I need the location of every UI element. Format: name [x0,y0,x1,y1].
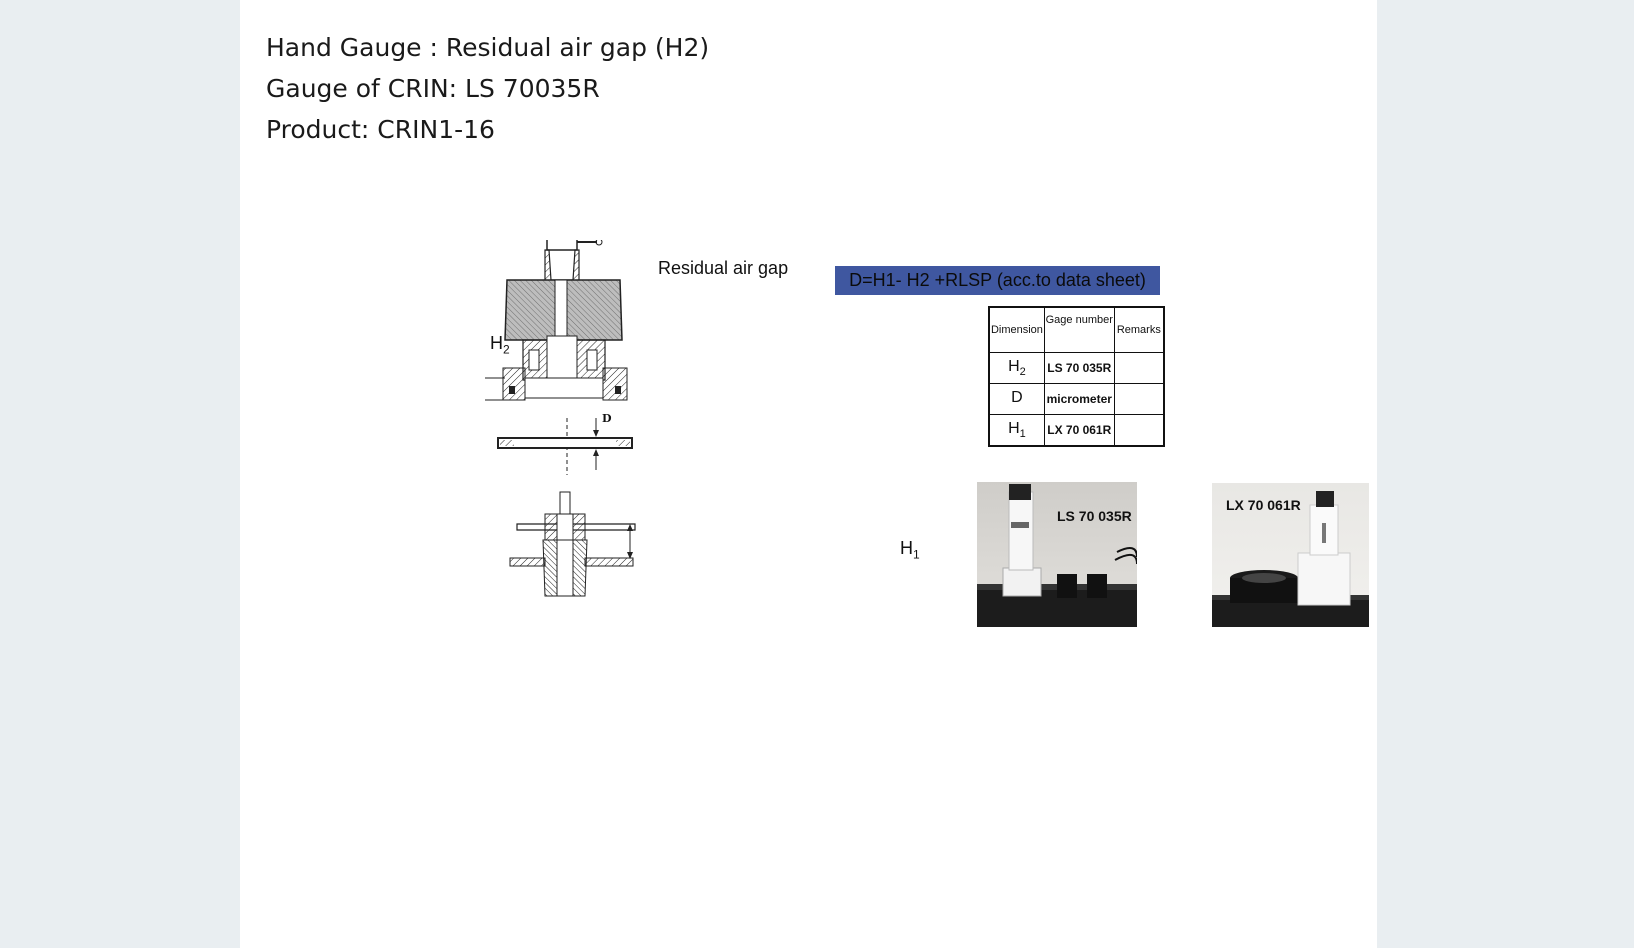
table-row [989,415,1164,447]
dimension-cell: $H_1$ [989,415,1044,447]
h2-dimension-label: $H_2$ [490,333,510,357]
gauge-photo-lx [1212,483,1369,627]
residual-air-gap-label: Residual air gap [658,258,789,278]
title-line: Hand Gauge : Residual air gap (H2) [266,33,710,62]
table-header-row [989,307,1164,353]
gage-number-cell: micrometer [1044,384,1114,415]
header-dimension: Dimension [989,307,1044,353]
dimension-cell: $H_2$ [989,353,1044,384]
h1-dimension-label: $H_1$ [900,538,920,562]
table-row [989,384,1164,415]
photo-lx-label: LX 70 061R [1226,497,1301,513]
gauge-photo-ls [977,482,1137,627]
remarks-cell [1114,384,1164,415]
formula-box: D=H1- H2 +RLSP (acc.to data sheet) [835,266,1160,295]
gauge-line: Gauge of CRIN: LS 70035R [266,74,600,103]
technical-drawing [485,240,675,620]
table-row [989,353,1164,384]
gauge-head-drawing [503,240,627,400]
d-dimension-label: D [602,412,612,425]
header-remarks: Remarks [1114,307,1164,353]
header-gage-number: Gage number [1044,307,1114,353]
gauge-figure [485,240,1301,640]
document-page [240,0,1377,948]
gage-number-cell: LX 70 061R [1044,415,1114,447]
photo-ls-label: LS 70 035R [1057,508,1132,524]
base-drawing [510,492,635,596]
remarks-cell [1114,353,1164,384]
gage-table [988,306,1165,447]
plate-drawing [498,438,632,448]
dimension-cell: D [989,384,1044,415]
product-line: Product: CRIN1-16 [266,115,495,144]
remarks-cell [1114,415,1164,447]
gage-number-cell: LS 70 035R [1044,353,1114,384]
